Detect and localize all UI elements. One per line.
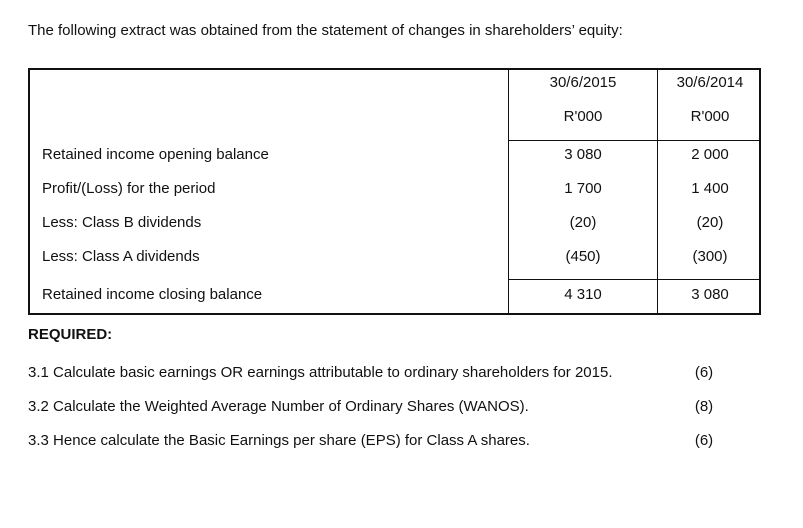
row-value-2014: (20) [696,214,724,231]
question-3-3: 3.3 Hence calculate the Basic Earnings per share (EPS) for Class A shares. [28,432,530,449]
question-3-3-marks: (6) [694,432,714,449]
row-label-closing: Retained income closing balance [42,286,263,303]
question-3-2: 3.2 Calculate the Weighted Average Number of Ordinary Shares (WANOS). [28,398,529,415]
closing-value-2015: 4 310 [564,286,602,303]
header-underline [508,140,759,141]
question-3-2-marks: (8) [694,398,714,415]
row-value-2014: 1 400 [691,180,729,197]
row-value-2014: (300) [692,248,728,265]
row-value-2015: 1 700 [564,180,602,197]
row-label-class-a: Less: Class A dividends [42,248,200,265]
row-label-opening: Retained income opening balance [42,146,269,163]
header-date-2014: 30/6/2014 [676,74,744,91]
subtotal-line [508,279,759,280]
row-value-2014: 2 000 [691,146,729,163]
question-3-1: 3.1 Calculate basic earnings OR earnings attributable to ordinary shareholders for 2015. [28,364,613,381]
required-heading: REQUIRED: [28,326,113,343]
row-label-profit: Profit/(Loss) for the period [42,180,216,197]
header-unit-2015: R'000 [563,108,603,125]
question-3-1-marks: (6) [694,364,714,381]
intro-text: The following extract was obtained from the statement of changes in shareholders’ equity: [28,22,623,39]
header-unit-2014: R'000 [690,108,730,125]
closing-value-2014: 3 080 [691,286,729,303]
row-label-class-b: Less: Class B dividends [42,214,202,231]
row-value-2015: (450) [565,248,601,265]
row-value-2015: 3 080 [564,146,602,163]
equity-table [28,68,761,315]
header-date-2015: 30/6/2015 [549,74,617,91]
row-value-2015: (20) [569,214,597,231]
